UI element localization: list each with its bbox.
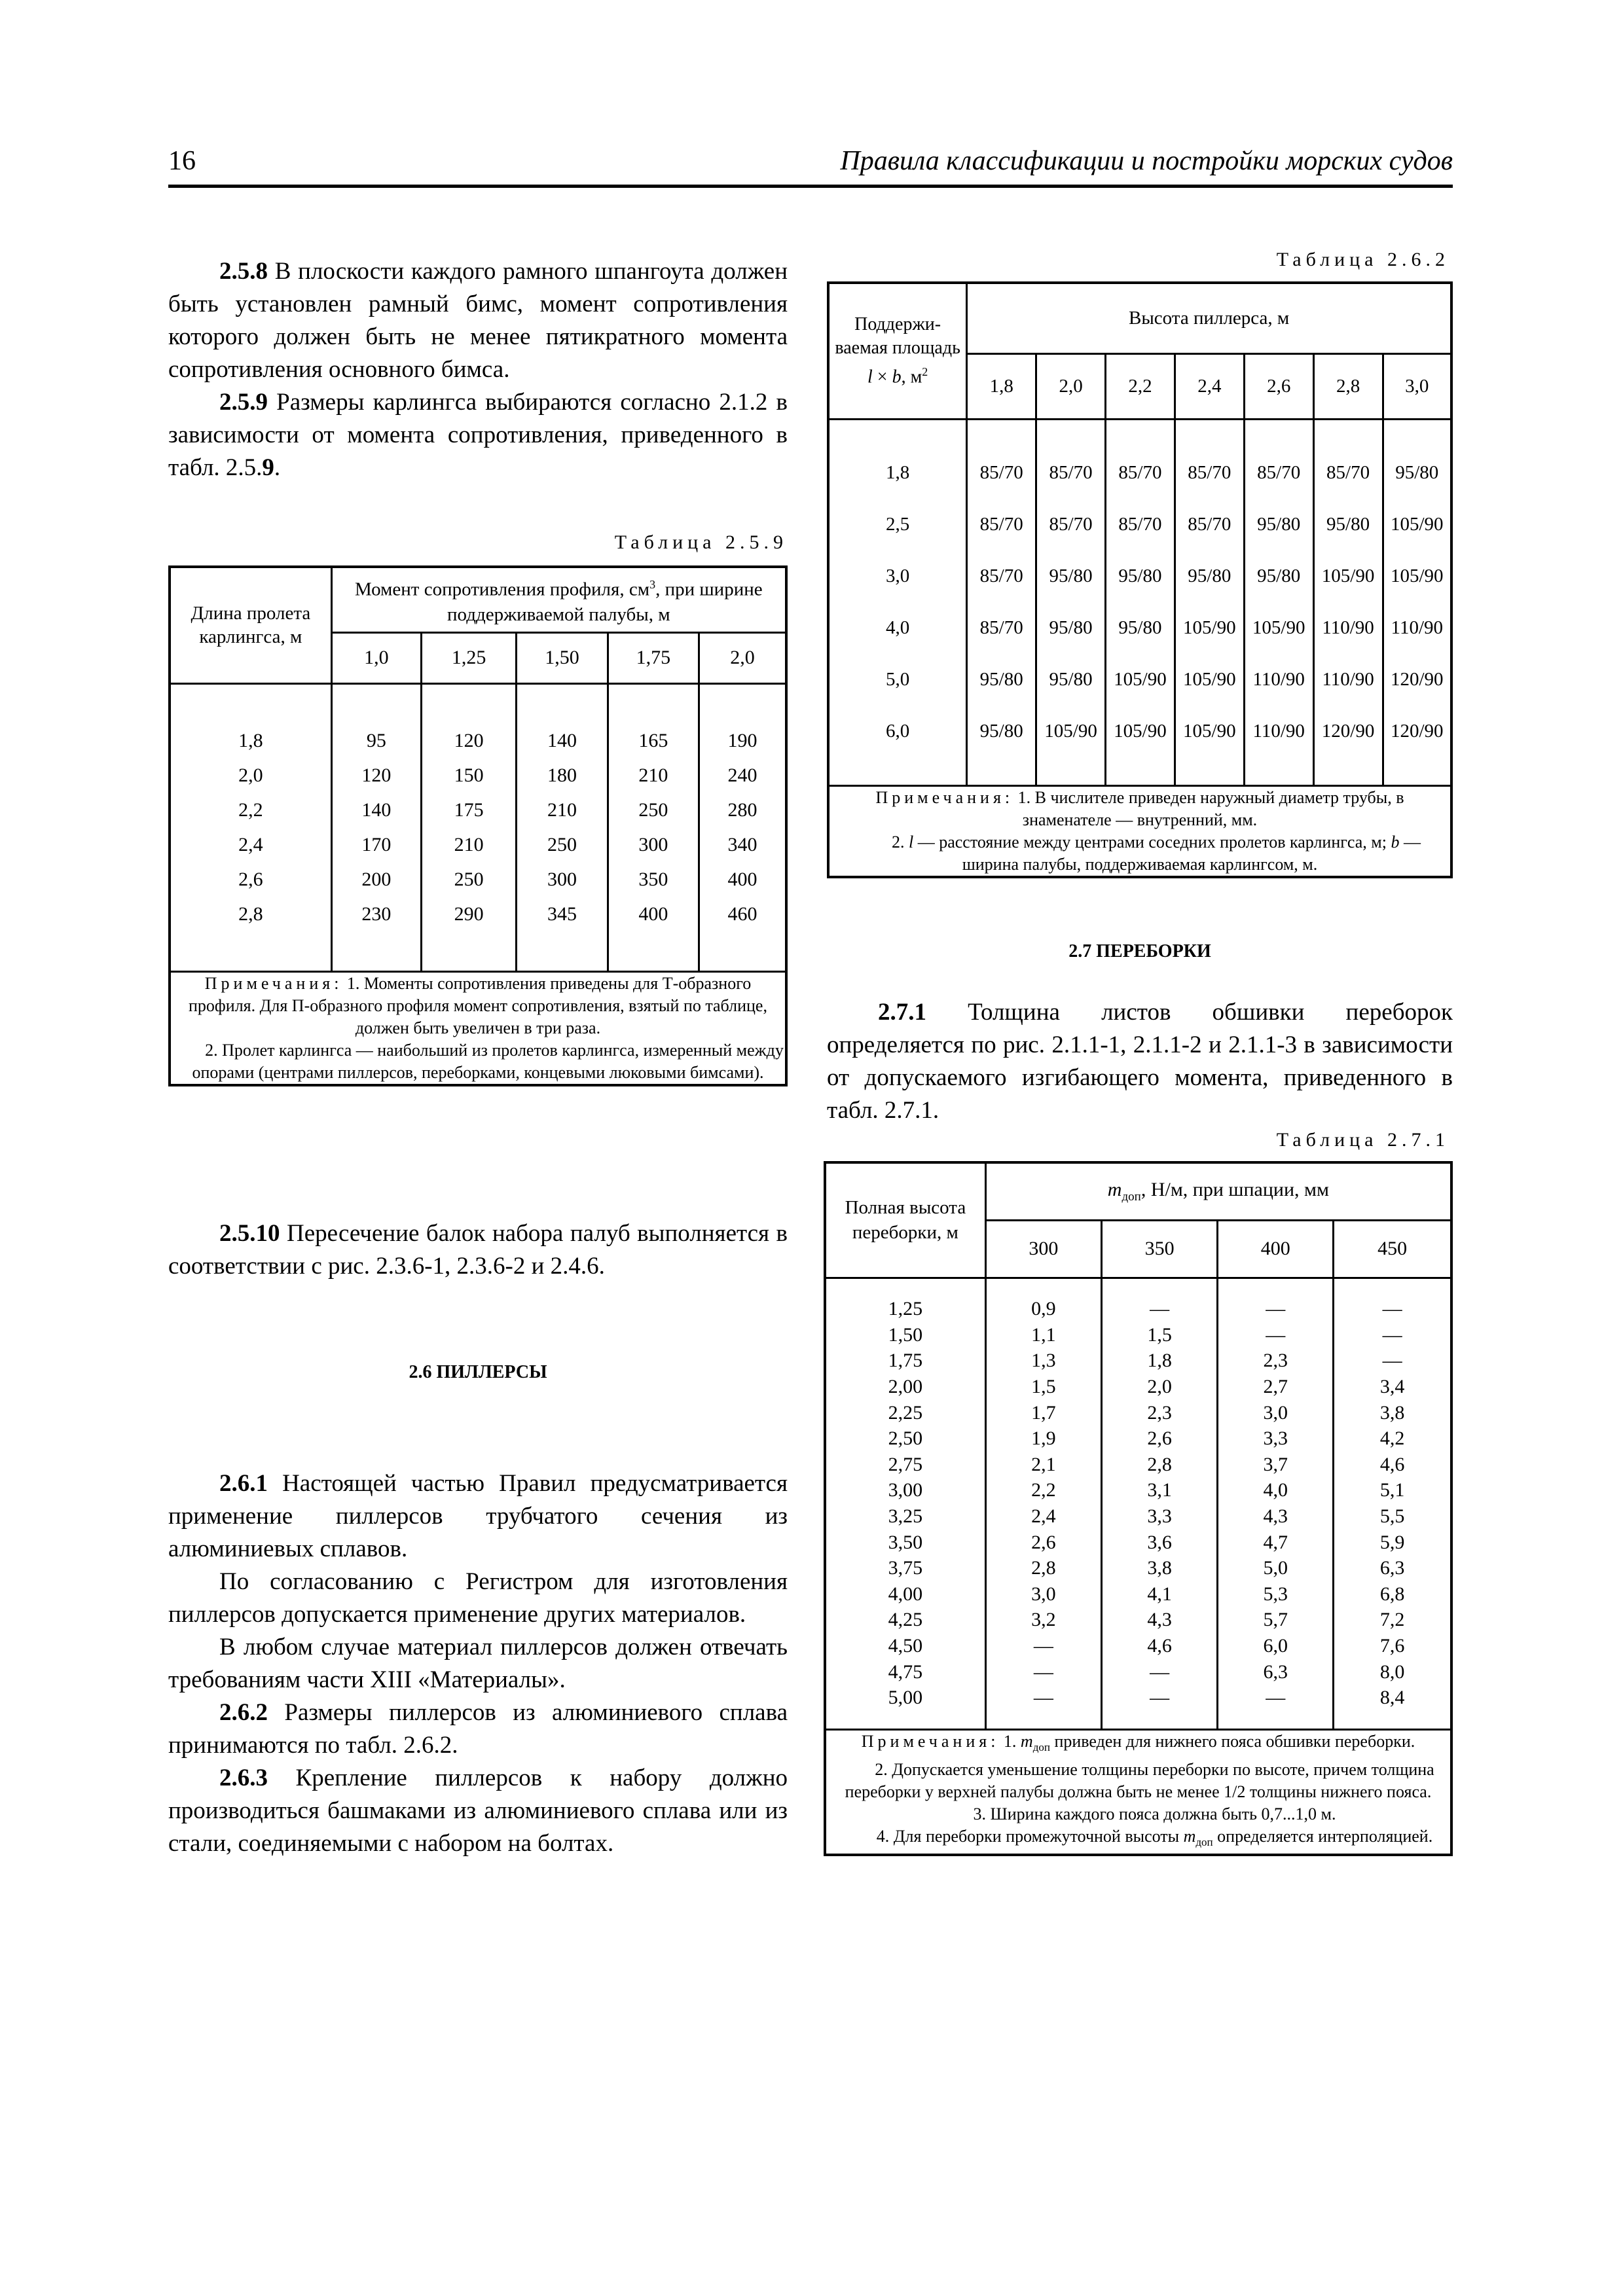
paragraph-2-6-2: 2.6.2 Размеры пиллерсов из алюминиевого сплава принимаются по табл. 2.6.2.	[168, 1699, 788, 1759]
left-column-top	[168, 255, 788, 484]
table-2-7-1-notes: Примечания: 1. $m_{доп}$ приведен для нижнего пояса обшивки переборки. 2. Допускается уменьшение толщины переборки по высоте, причем толщина переборки у верхней палубы должна быть не менее 1/2 толщины нижнего пояса. 3. Ширина каждого пояса должна быть 0,7...1,0 м. 4. Для переборки промежуточной высоты $m_{доп}$ определяется интерполяцией.	[825, 1729, 1451, 1855]
paragraph-2-6-3: 2.6.3 Крепление пиллерсов к набору должно производиться башмаками из алюминиевого сплава или из стали, соединяемыми с набором на болтах.	[168, 1765, 788, 1857]
area-column: 1,8 2,5 3,0 4,0 5,0 6,0	[828, 419, 967, 785]
values-column: 85/70 85/70 95/80 95/80 105/90 105/90	[1106, 419, 1175, 785]
right-column-text	[827, 996, 1453, 1127]
values-column: 95 120 140 170 200 230	[331, 683, 421, 971]
paragraph-2-6-1: 2.6.1 Настоящей частью Правил предусматривается применение пиллерсов трубчатого сечения из алюминиевых сплавов.	[168, 1470, 788, 1562]
spacing-header: 400	[1218, 1220, 1334, 1278]
table-2-5-9	[168, 565, 788, 1086]
height-header: 2,4	[1175, 353, 1244, 419]
values-column: 140 180 210 250 300 345	[517, 683, 608, 971]
height-column: 1,25 1,50 1,75 2,00 2,25 2,50 2,75 3,00 3,25 3,50 3,75 4,00 4,25 4,50 4,75 5,00	[825, 1278, 985, 1729]
table-2-5-9-caption: Таблица 2.5.9	[614, 531, 788, 553]
values-column: 85/70 85/70 95/80 105/90 105/90 105/90	[1175, 419, 1244, 785]
paragraph-2-5-9: 2.5.9 Размеры карлингса выбираются согласно 2.1.2 в зависимости от момента сопротивления, приведенного в табл. 2.5.9.	[168, 389, 788, 481]
section-heading-2-7: 2.7 ПЕРЕБОРКИ	[1068, 941, 1211, 961]
spacing-header: 300	[985, 1220, 1101, 1278]
width-header: 1,25	[422, 632, 517, 683]
length-column: 1,8 2,0 2,2 2,4 2,6 2,8	[170, 683, 331, 971]
height-header: 2,0	[1036, 353, 1106, 419]
running-title: Правила классификации и постройки морских судов	[840, 146, 1453, 176]
section-heading-2-6: 2.6 ПИЛЛЕРСЫ	[409, 1362, 547, 1382]
height-header: 3,0	[1383, 353, 1451, 419]
paragraph-2-6-1b: По согласованию с Регистром для изготовления пиллерсов допускается применение других материалов.	[168, 1568, 788, 1628]
row-header: Длина пролета карлингса, м	[191, 603, 311, 648]
page-header	[168, 145, 1453, 188]
row-header: Поддержи-ваемая площадь l × b, $м^2$	[835, 314, 960, 387]
page-number: 16	[168, 146, 196, 176]
column-header: Момент сопротивления профиля, $см^3$, при ширине поддерживаемой палубы, м	[331, 567, 786, 632]
table-2-6-2-notes: Примечания: 1. В числителе приведен наружный диаметр трубы, в знаменателе — внутренний, мм. 2. l — расстояние между центрами соседних пролетов карлингса, м; b — ширина палубы, поддерживаемая карлингсом, м.	[828, 785, 1451, 877]
height-header: 2,8	[1313, 353, 1383, 419]
paragraph-2-7-1: 2.7.1 Толщина листов обшивки переборок определяется по рис. 2.1.1-1, 2.1.1-2 и 2.1.1-3 в зависимости от допускаемого изгибающего момента, приведенного в табл. 2.7.1.	[827, 999, 1453, 1124]
table-2-6-2	[827, 281, 1453, 878]
values-column: 120 150 175 210 250 290	[422, 683, 517, 971]
values-column: 85/70 95/80 105/90 110/90 110/90 120/90	[1313, 419, 1383, 785]
values-column: 165 210 250 300 350 400	[608, 683, 699, 971]
spacing-header: 450	[1334, 1220, 1451, 1278]
values-column: — 1,5 1,8 2,0 2,3 2,6 2,8 3,1 3,3 3,6 3,8 4,1 4,3 4,6 — —	[1101, 1278, 1217, 1729]
width-header: 1,50	[517, 632, 608, 683]
column-header: $m_{доп}$, Н/м, при шпации, мм	[985, 1162, 1451, 1220]
paragraph-2-5-8: 2.5.8 В плоскости каждого рамного шпангоута должен быть установлен рамный бимс, момент сопротивления которого должен быть не менее пятикратного момента сопротивления основного бимса.	[168, 258, 788, 383]
values-column: 190 240 280 340 400 460	[699, 683, 786, 971]
table-2-5-9-notes: Примечания: 1. Моменты сопротивления приведены для Т-образного профиля. Для П-образного профиля момент сопротивления, взятый по таблице, должен быть увеличен в три раза. 2. Пролет карлингса — наибольший из пролетов карлингса, измеренный между опорами (центрами пиллерсов, переборками, концевыми люковыми бимсами).	[170, 971, 786, 1085]
row-header: Полная высота переборки, м	[845, 1197, 966, 1244]
width-header: 1,0	[331, 632, 421, 683]
values-column: 85/70 85/70 95/80 95/80 95/80 105/90	[1036, 419, 1106, 785]
width-header: 2,0	[699, 632, 786, 683]
left-column-bottom	[168, 1217, 788, 1860]
table-2-6-2-caption: Таблица 2.6.2	[1276, 249, 1450, 270]
height-header: 2,6	[1244, 353, 1313, 419]
width-header: 1,75	[608, 632, 699, 683]
values-column: 85/70 95/80 95/80 105/90 110/90 110/90	[1244, 419, 1313, 785]
values-column: — — — 3,4 3,8 4,2 4,6 5,1 5,5 5,9 6,3 6,8 7,2 7,6 8,0 8,4	[1334, 1278, 1451, 1729]
table-2-7-1	[824, 1161, 1453, 1856]
values-column: — — 2,3 2,7 3,0 3,3 3,7 4,0 4,3 4,7 5,0 5,3 5,7 6,0 6,3 —	[1218, 1278, 1334, 1729]
table-2-7-1-caption: Таблица 2.7.1	[1276, 1129, 1450, 1151]
paragraph-2-6-1c: В любом случае материал пиллерсов должен отвечать требованиям части XIII «Материалы».	[168, 1634, 788, 1693]
height-header: 2,2	[1106, 353, 1175, 419]
values-column: 85/70 85/70 85/70 85/70 95/80 95/80	[967, 419, 1036, 785]
values-column: 0,9 1,1 1,3 1,5 1,7 1,9 2,1 2,2 2,4 2,6 2,8 3,0 3,2 — — —	[985, 1278, 1101, 1729]
values-column: 95/80 105/90 105/90 110/90 120/90 120/90	[1383, 419, 1451, 785]
spacing-header: 350	[1101, 1220, 1217, 1278]
paragraph-2-5-10: 2.5.10 Пересечение балок набора палуб выполняется в соответствии с рис. 2.3.6-1, 2.3.6-2 и 2.4.6.	[168, 1220, 788, 1280]
height-header: 1,8	[967, 353, 1036, 419]
column-header: Высота пиллерса, м	[967, 283, 1451, 353]
